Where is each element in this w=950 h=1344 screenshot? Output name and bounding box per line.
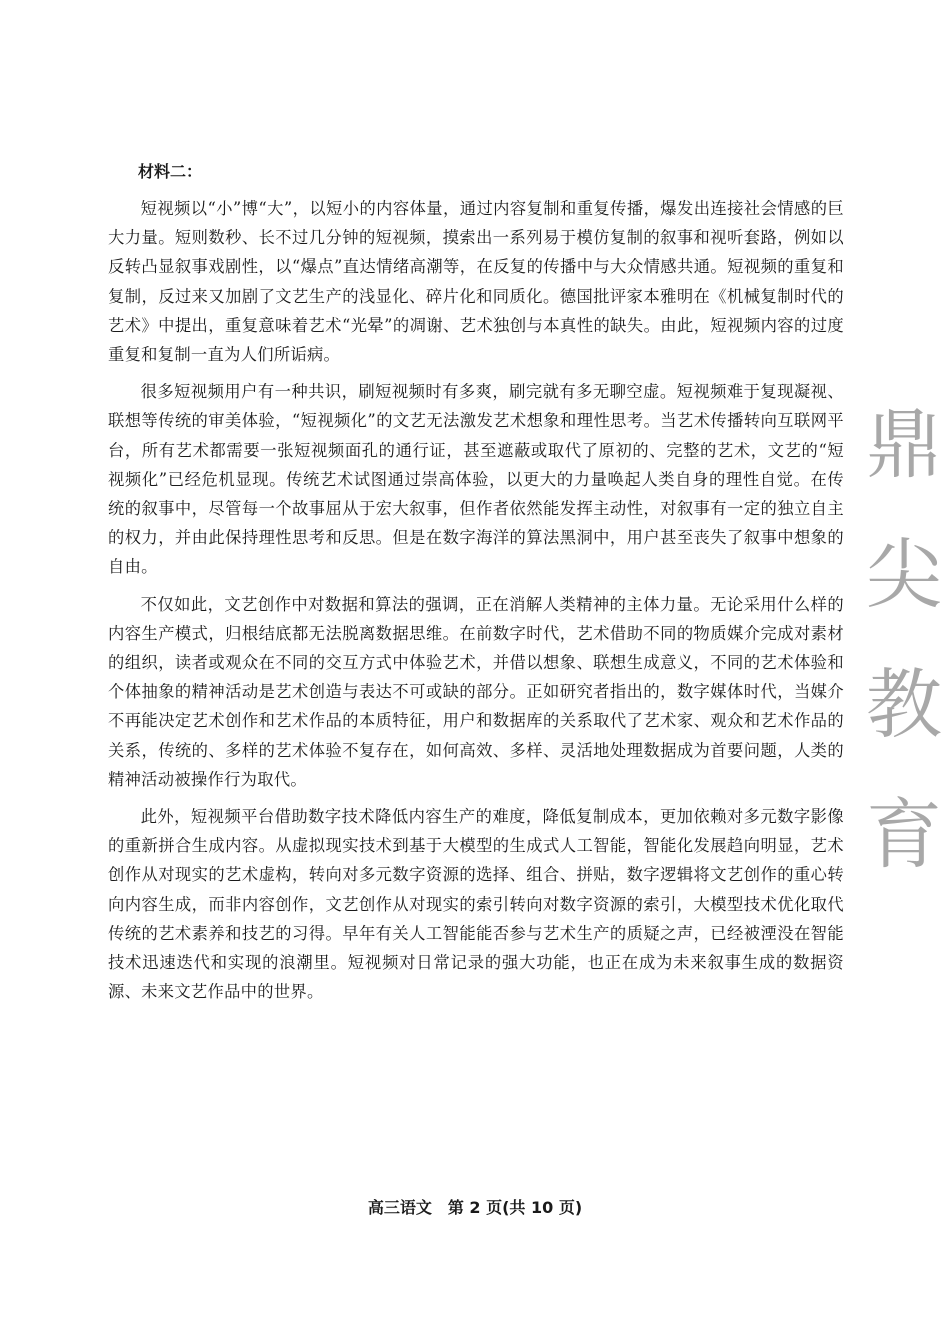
watermark-char-2: 尖 bbox=[866, 530, 942, 619]
watermark-char-4: 育 bbox=[866, 790, 942, 879]
watermark-char-3: 教 bbox=[866, 660, 942, 749]
document-body bbox=[108, 158, 844, 1014]
section-heading: 材料二： bbox=[138, 162, 203, 181]
watermark bbox=[862, 380, 946, 900]
paragraph-2: 很多短视频用户有一种共识，刷短视频时有多爽，刷完就有多无聊空虚。短视频难于复现凝视、联想等传统的审美体验，“短视频化”的文艺无法激发艺术想象和理性思考。当艺术传播转向互联网平台，所有艺术都需要一张短视频面孔的通行证，甚至遮蔽或取代了原初的、完整的艺术，文艺的“短视频化”已经危机显现。传统艺术试图通过崇高体验，以更大的力量唤起人类自身的理性自觉。在传统的叙事中，尽管每一个故事屈从于宏大叙事，但作者依然能发挥主动性，对叙事有一定的独立自主的权力，并由此保持理性思考和反思。但是在数字海洋的算法黑洞中，用户甚至丧失了叙事中想象的自由。 bbox=[108, 382, 844, 577]
watermark-char-1: 鼎 bbox=[866, 400, 942, 489]
paragraph-3: 不仅如此，文艺创作中对数据和算法的强调，正在消解人类精神的主体力量。无论采用什么样的内容生产模式，归根结底都无法脱离数据思维。在前数字时代，艺术借助不同的物质媒介完成对素材的组织，读者或观众在不同的交互方式中体验艺术，并借以想象、联想生成意义，不同的艺术体验和个体抽象的精神活动是艺术创造与表达不可或缺的部分。正如研究者指出的，数字媒体时代，当媒介不再能决定艺术创作和艺术作品的本质特征，用户和数据库的关系取代了艺术家、观众和艺术作品的关系，传统的、多样的艺术体验不复存在，如何高效、多样、灵活地处理数据成为首要问题，人类的精神活动被操作行为取代。 bbox=[108, 594, 844, 789]
paragraph-1: 短视频以“小”博“大”，以短小的内容体量，通过内容复制和重复传播，爆发出连接社会情感的巨大力量。短则数秒、长不过几分钟的短视频，摸索出一系列易于模仿复制的叙事和视听套路，例如以反转凸显叙事戏剧性，以“爆点”直达情绪高潮等，在反复的传播中与大众情感共通。短视频的重复和复制，反过来又加剧了文艺生产的浅显化、碎片化和同质化。德国批评家本雅明在《机械复制时代的艺术》中提出，重复意味着艺术“光晕”的凋谢、艺术独创与本真性的缺失。由此，短视频内容的过度重复和复制一直为人们所诟病。 bbox=[108, 199, 844, 365]
paragraph-4: 此外，短视频平台借助数字技术降低内容生产的难度，降低复制成本，更加依赖对多元数字影像的重新拼合生成内容。从虚拟现实技术到基于大模型的生成式人工智能，智能化发展趋向明显，艺术创作从对现实的艺术虚构，转向对多元数字资源的选择、组合、拼贴，数字逻辑将文艺创作的重心转向内容生成，而非内容创作，文艺创作从对现实的索引转向对数字资源的索引，大模型技术优化取代传统的艺术素养和技艺的习得。早年有关人工智能能否参与艺术生产的质疑之声，已经被湮没在智能技术迅速迭代和实现的浪潮里。短视频对日常记录的强大功能，也正在成为未来叙事生成的数据资源、未来文艺作品中的世界。 bbox=[108, 807, 844, 1002]
page-footer: 高三语文 第 2 页(共 10 页) bbox=[367, 1198, 583, 1217]
